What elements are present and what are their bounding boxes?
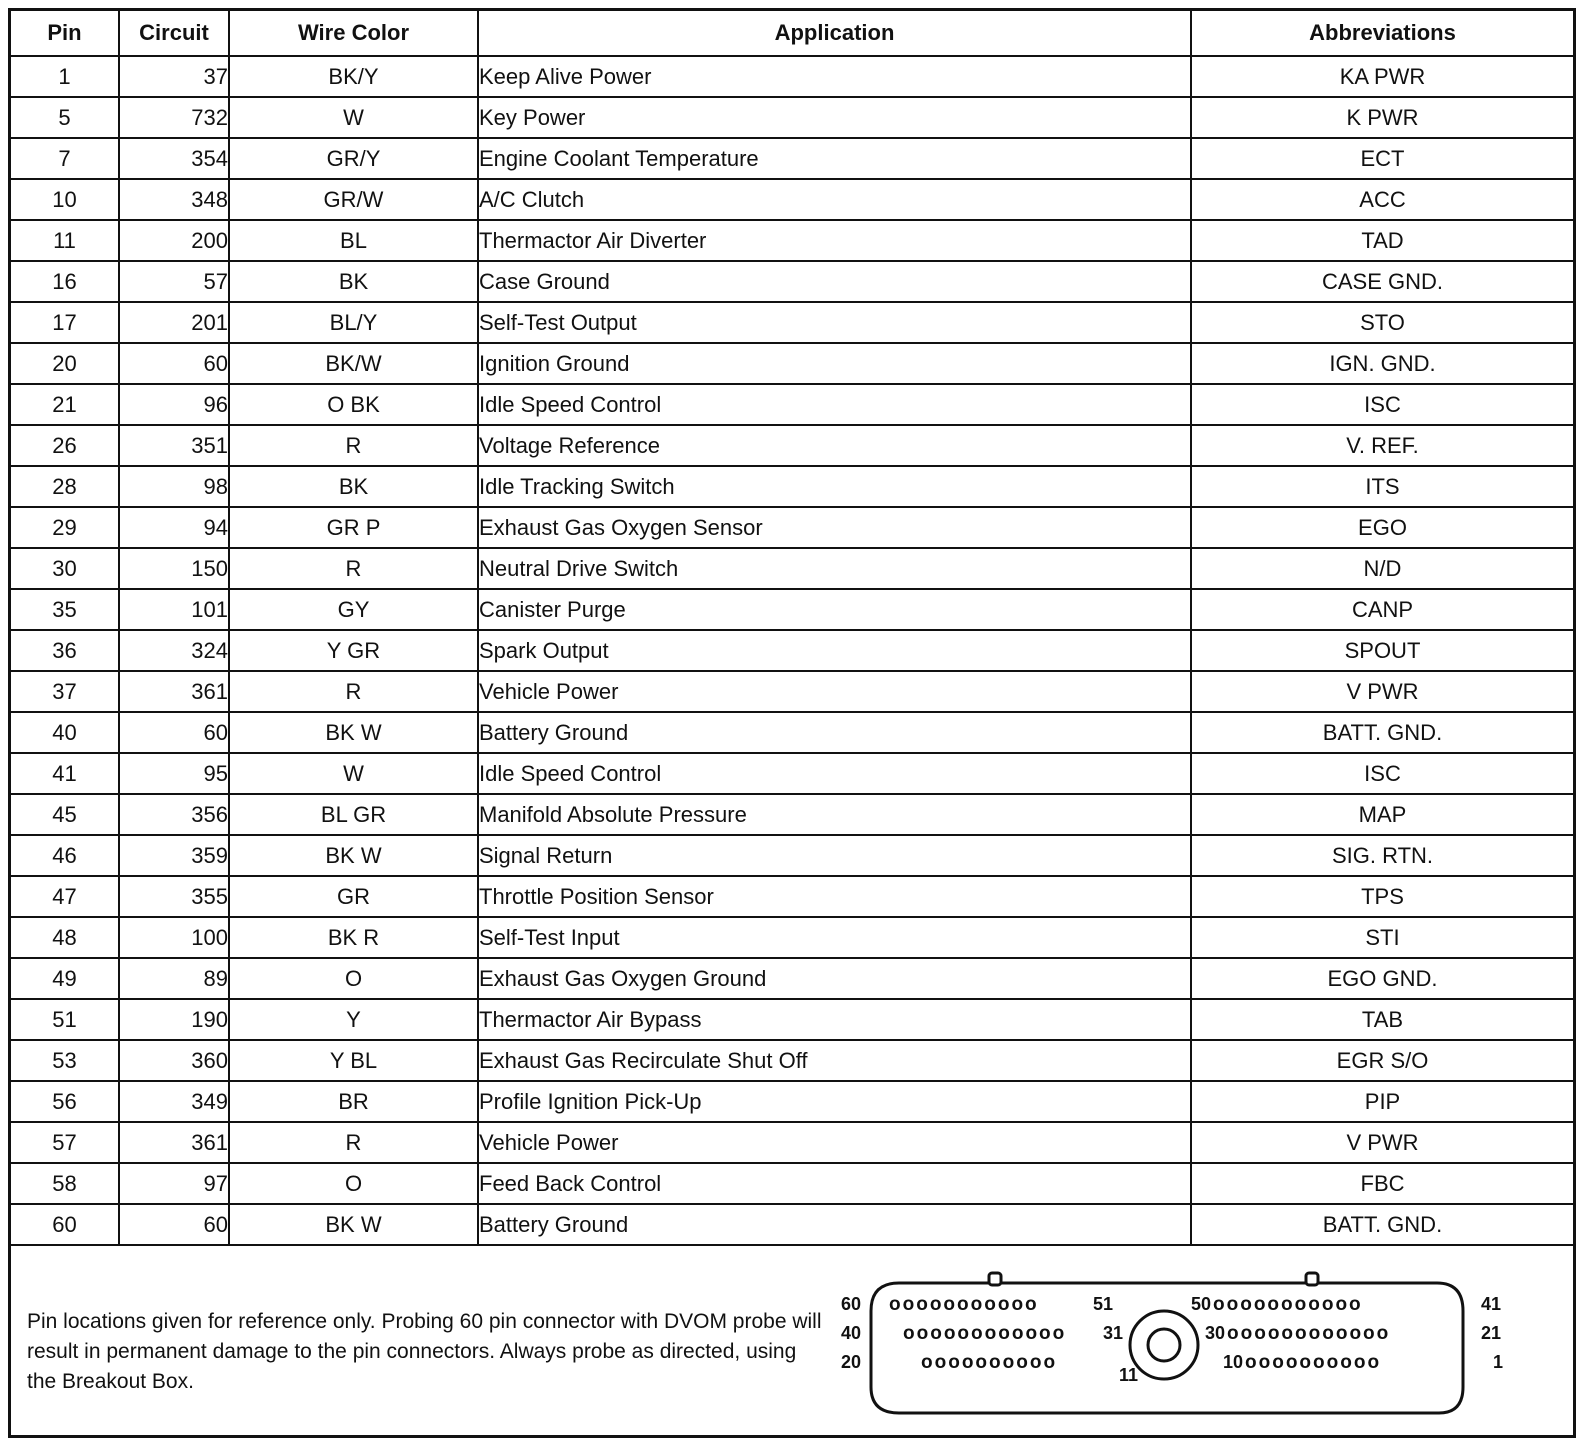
table-row — [11, 1081, 1573, 1122]
wire-color-cell: GR/W — [229, 179, 478, 220]
pin-cell: 49 — [11, 958, 119, 999]
label-20: 20 — [841, 1352, 862, 1372]
table-row — [11, 589, 1573, 630]
abbreviation-cell: EGO — [1191, 507, 1573, 548]
label-50: 50 — [1191, 1294, 1212, 1314]
circuit-cell: 360 — [119, 1040, 229, 1081]
application-cell: Spark Output — [478, 630, 1191, 671]
circuit-cell: 95 — [119, 753, 229, 794]
table-row — [11, 56, 1573, 97]
label-51: 51 — [1093, 1294, 1114, 1314]
abbreviation-cell: EGO GND. — [1191, 958, 1573, 999]
circuit-cell: 190 — [119, 999, 229, 1040]
latch-tab-right — [1306, 1273, 1318, 1285]
application-cell: Signal Return — [478, 835, 1191, 876]
label-31: 31 — [1103, 1323, 1124, 1343]
pin-cell: 47 — [11, 876, 119, 917]
wire-color-cell: W — [229, 753, 478, 794]
wire-color-cell: Y GR — [229, 630, 478, 671]
abbreviation-cell: V. REF. — [1191, 425, 1573, 466]
circuit-cell: 150 — [119, 548, 229, 589]
wire-color-cell: BK/W — [229, 343, 478, 384]
application-cell: Exhaust Gas Oxygen Sensor — [478, 507, 1191, 548]
abbreviation-cell: TPS — [1191, 876, 1573, 917]
table-row — [11, 138, 1573, 179]
pinout-sheet — [8, 8, 1576, 1438]
abbreviation-cell: N/D — [1191, 548, 1573, 589]
pin-holes-row1-right: ooooooooooo — [1213, 1294, 1363, 1315]
pin-cell: 58 — [11, 1163, 119, 1204]
abbreviation-cell: ISC — [1191, 384, 1573, 425]
label-30: 30 — [1205, 1323, 1226, 1343]
pin-holes-row2-left: oooooooooooo — [903, 1323, 1067, 1344]
wire-color-cell: BL GR — [229, 794, 478, 835]
center-key-inner — [1148, 1329, 1180, 1361]
header-row — [11, 11, 1573, 56]
header-pin: Pin — [11, 11, 119, 56]
label-11: 11 — [1119, 1365, 1139, 1385]
application-cell: A/C Clutch — [478, 179, 1191, 220]
connector-diagram — [841, 1263, 1561, 1435]
circuit-cell: 349 — [119, 1081, 229, 1122]
application-cell: Idle Speed Control — [478, 384, 1191, 425]
latch-tab-left — [989, 1273, 1001, 1285]
application-cell: Idle Tracking Switch — [478, 466, 1191, 507]
footer — [11, 1263, 1573, 1435]
circuit-cell: 101 — [119, 589, 229, 630]
pin-cell: 57 — [11, 1122, 119, 1163]
abbreviation-cell: MAP — [1191, 794, 1573, 835]
wire-color-cell: BL/Y — [229, 302, 478, 343]
probe-warning-note: Pin locations given for reference only. Probing 60 pin connector with DVOM probe will result in permanent damage to the pin connectors. Always probe as directed, using the Breakout Box. — [27, 1310, 822, 1393]
center-key-outer — [1130, 1311, 1198, 1379]
pin-cell: 40 — [11, 712, 119, 753]
circuit-cell: 359 — [119, 835, 229, 876]
header-abbreviations: Abbreviations — [1191, 11, 1573, 56]
table-row — [11, 630, 1573, 671]
wire-color-cell: BK W — [229, 835, 478, 876]
pin-cell: 37 — [11, 671, 119, 712]
wire-color-cell: O BK — [229, 384, 478, 425]
table-row — [11, 466, 1573, 507]
abbreviation-cell: STO — [1191, 302, 1573, 343]
table-row — [11, 384, 1573, 425]
pin-cell: 17 — [11, 302, 119, 343]
wire-color-cell: O — [229, 958, 478, 999]
table-row — [11, 548, 1573, 589]
label-10: 10 — [1223, 1352, 1244, 1372]
wire-color-cell: R — [229, 425, 478, 466]
wire-color-cell: O — [229, 1163, 478, 1204]
table-row — [11, 876, 1573, 917]
wire-color-cell: BK — [229, 466, 478, 507]
table-row — [11, 671, 1573, 712]
abbreviation-cell: V PWR — [1191, 1122, 1573, 1163]
circuit-cell: 37 — [119, 56, 229, 97]
label-21: 21 — [1481, 1323, 1502, 1343]
wire-color-cell: GY — [229, 589, 478, 630]
circuit-cell: 57 — [119, 261, 229, 302]
application-cell: Ignition Ground — [478, 343, 1191, 384]
application-cell: Self-Test Output — [478, 302, 1191, 343]
application-cell: Self-Test Input — [478, 917, 1191, 958]
circuit-cell: 348 — [119, 179, 229, 220]
abbreviation-cell: EGR S/O — [1191, 1040, 1573, 1081]
table-row — [11, 835, 1573, 876]
abbreviation-cell: TAD — [1191, 220, 1573, 261]
circuit-cell: 60 — [119, 1204, 229, 1245]
application-cell: Feed Back Control — [478, 1163, 1191, 1204]
circuit-cell: 200 — [119, 220, 229, 261]
abbreviation-cell: STI — [1191, 917, 1573, 958]
wire-color-cell: GR — [229, 876, 478, 917]
abbreviation-cell: CASE GND. — [1191, 261, 1573, 302]
pin-cell: 7 — [11, 138, 119, 179]
pin-cell: 20 — [11, 343, 119, 384]
wire-color-cell: W — [229, 97, 478, 138]
wire-color-cell: Y — [229, 999, 478, 1040]
pin-cell: 29 — [11, 507, 119, 548]
pin-cell: 46 — [11, 835, 119, 876]
pin-cell: 26 — [11, 425, 119, 466]
abbreviation-cell: SPOUT — [1191, 630, 1573, 671]
wire-color-cell: GR/Y — [229, 138, 478, 179]
abbreviation-cell: SIG. RTN. — [1191, 835, 1573, 876]
application-cell: Vehicle Power — [478, 671, 1191, 712]
label-41: 41 — [1481, 1294, 1502, 1314]
wire-color-cell: Y BL — [229, 1040, 478, 1081]
label-60: 60 — [841, 1294, 862, 1314]
label-1: 1 — [1493, 1352, 1504, 1372]
circuit-cell: 89 — [119, 958, 229, 999]
pin-cell: 11 — [11, 220, 119, 261]
pin-holes-row3-left: oooooooooo — [921, 1352, 1058, 1373]
wire-color-cell: BK — [229, 261, 478, 302]
pin-holes-row1-left: ooooooooooo — [889, 1294, 1039, 1315]
application-cell: Engine Coolant Temperature — [478, 138, 1191, 179]
application-cell: Profile Ignition Pick-Up — [478, 1081, 1191, 1122]
table-row — [11, 302, 1573, 343]
table-row — [11, 507, 1573, 548]
circuit-cell: 201 — [119, 302, 229, 343]
circuit-cell: 361 — [119, 1122, 229, 1163]
application-cell: Canister Purge — [478, 589, 1191, 630]
table-row — [11, 179, 1573, 220]
pin-cell: 48 — [11, 917, 119, 958]
abbreviation-cell: TAB — [1191, 999, 1573, 1040]
wire-color-cell: BR — [229, 1081, 478, 1122]
circuit-cell: 100 — [119, 917, 229, 958]
header-circuit: Circuit — [119, 11, 229, 56]
circuit-cell: 60 — [119, 343, 229, 384]
circuit-cell: 732 — [119, 97, 229, 138]
pin-cell: 21 — [11, 384, 119, 425]
pin-holes-row2-right: oooooooooooo — [1227, 1323, 1391, 1344]
pin-cell: 53 — [11, 1040, 119, 1081]
pin-cell: 56 — [11, 1081, 119, 1122]
application-cell: Keep Alive Power — [478, 56, 1191, 97]
abbreviation-cell: BATT. GND. — [1191, 712, 1573, 753]
circuit-cell: 324 — [119, 630, 229, 671]
abbreviation-cell: KA PWR — [1191, 56, 1573, 97]
table-row — [11, 958, 1573, 999]
table-row — [11, 425, 1573, 466]
pin-cell: 51 — [11, 999, 119, 1040]
wire-color-cell: BK W — [229, 1204, 478, 1245]
wire-color-cell: R — [229, 548, 478, 589]
wire-color-cell: BK R — [229, 917, 478, 958]
application-cell: Exhaust Gas Oxygen Ground — [478, 958, 1191, 999]
wire-color-cell: GR P — [229, 507, 478, 548]
pin-cell: 16 — [11, 261, 119, 302]
abbreviation-cell: PIP — [1191, 1081, 1573, 1122]
application-cell: Thermactor Air Diverter — [478, 220, 1191, 261]
application-cell: Case Ground — [478, 261, 1191, 302]
header-application: Application — [478, 11, 1191, 56]
label-40: 40 — [841, 1323, 862, 1343]
circuit-cell: 97 — [119, 1163, 229, 1204]
table-row — [11, 1204, 1573, 1245]
pin-cell: 45 — [11, 794, 119, 835]
table-row — [11, 1122, 1573, 1163]
application-cell: Throttle Position Sensor — [478, 876, 1191, 917]
table-row — [11, 97, 1573, 138]
application-cell: Exhaust Gas Recirculate Shut Off — [478, 1040, 1191, 1081]
application-cell: Vehicle Power — [478, 1122, 1191, 1163]
circuit-cell: 94 — [119, 507, 229, 548]
table-row — [11, 220, 1573, 261]
wire-color-cell: BK W — [229, 712, 478, 753]
circuit-cell: 361 — [119, 671, 229, 712]
pin-cell: 1 — [11, 56, 119, 97]
circuit-cell: 354 — [119, 138, 229, 179]
abbreviation-cell: CANP — [1191, 589, 1573, 630]
table-row — [11, 343, 1573, 384]
abbreviation-cell: IGN. GND. — [1191, 343, 1573, 384]
wire-color-cell: BL — [229, 220, 478, 261]
wire-color-cell: R — [229, 671, 478, 712]
application-cell: Battery Ground — [478, 712, 1191, 753]
pin-holes-row3-right: oooooooooo — [1245, 1352, 1382, 1373]
circuit-cell: 60 — [119, 712, 229, 753]
pinout-table — [11, 11, 1573, 1246]
application-cell: Neutral Drive Switch — [478, 548, 1191, 589]
application-cell: Battery Ground — [478, 1204, 1191, 1245]
table-row — [11, 794, 1573, 835]
application-cell: Thermactor Air Bypass — [478, 999, 1191, 1040]
abbreviation-cell: ECT — [1191, 138, 1573, 179]
table-row — [11, 917, 1573, 958]
abbreviation-cell: ACC — [1191, 179, 1573, 220]
table-row — [11, 999, 1573, 1040]
circuit-cell: 351 — [119, 425, 229, 466]
application-cell: Manifold Absolute Pressure — [478, 794, 1191, 835]
circuit-cell: 96 — [119, 384, 229, 425]
abbreviation-cell: ISC — [1191, 753, 1573, 794]
pin-cell: 41 — [11, 753, 119, 794]
pin-cell: 35 — [11, 589, 119, 630]
abbreviation-cell: FBC — [1191, 1163, 1573, 1204]
circuit-cell: 356 — [119, 794, 229, 835]
circuit-cell: 355 — [119, 876, 229, 917]
abbreviation-cell: K PWR — [1191, 97, 1573, 138]
abbreviation-cell: BATT. GND. — [1191, 1204, 1573, 1245]
application-cell: Idle Speed Control — [478, 753, 1191, 794]
header-wire-color: Wire Color — [229, 11, 478, 56]
table-row — [11, 753, 1573, 794]
circuit-cell: 98 — [119, 466, 229, 507]
wire-color-cell: BK/Y — [229, 56, 478, 97]
table-row — [11, 1163, 1573, 1204]
table-row — [11, 712, 1573, 753]
table-body — [11, 56, 1573, 1245]
table-row — [11, 1040, 1573, 1081]
application-cell: Voltage Reference — [478, 425, 1191, 466]
application-cell: Key Power — [478, 97, 1191, 138]
abbreviation-cell: V PWR — [1191, 671, 1573, 712]
pin-cell: 36 — [11, 630, 119, 671]
table-row — [11, 261, 1573, 302]
pin-cell: 5 — [11, 97, 119, 138]
pin-cell: 60 — [11, 1204, 119, 1245]
wire-color-cell: R — [229, 1122, 478, 1163]
pin-cell: 28 — [11, 466, 119, 507]
pin-cell: 10 — [11, 179, 119, 220]
abbreviation-cell: ITS — [1191, 466, 1573, 507]
pin-cell: 30 — [11, 548, 119, 589]
